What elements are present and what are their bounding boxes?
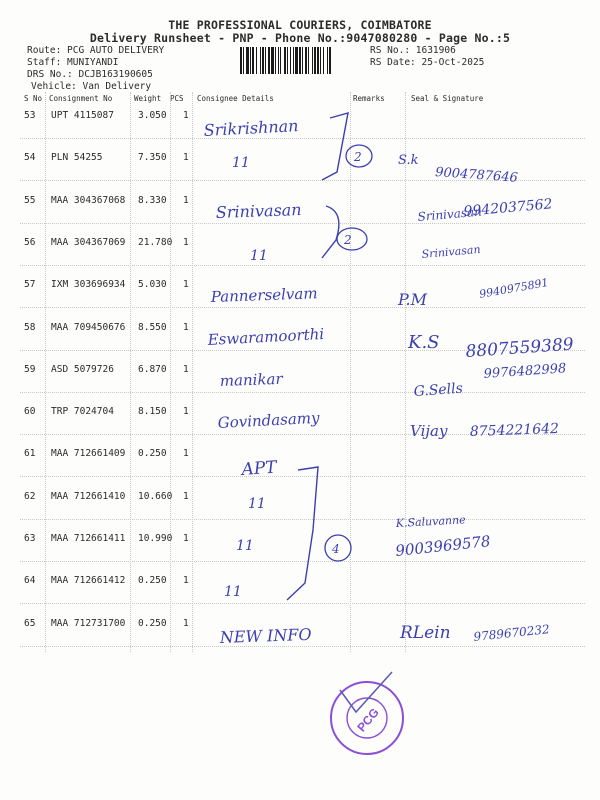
- hw-phone-57: 9940975891: [478, 275, 550, 301]
- consignment-cell: MAA 304367069: [51, 237, 126, 248]
- sno-cell: 56: [24, 237, 36, 248]
- sno-cell: 63: [24, 533, 36, 544]
- col-consignment: Consignment No: [49, 94, 113, 103]
- pcs-cell: 1: [183, 618, 189, 629]
- hw-sign-65: RLein: [400, 623, 451, 643]
- pcs-cell: 1: [183, 279, 189, 290]
- col-seal-signature: Seal & Signature: [411, 94, 484, 103]
- consignment-cell: TRP 7024704: [51, 406, 114, 417]
- hw-phone-62: 9003969578: [394, 532, 492, 560]
- hw-name-55: Srinivasan: [215, 200, 302, 222]
- company-title: THE PROFESSIONAL COURIERS, COIMBATORE: [168, 18, 432, 32]
- pcs-cell: 1: [183, 448, 189, 459]
- hw-phone-54: 9004787646: [434, 165, 519, 186]
- weight-cell: 0.250: [138, 618, 167, 629]
- rs-date: RS Date: 25-Oct-2025: [370, 57, 485, 68]
- hw-sign-62: K.Saluvanne: [395, 513, 466, 530]
- hw-phone-58: 8807559389: [464, 334, 575, 362]
- hw-bracket-61-64: [287, 467, 318, 600]
- hw-ditto-63: 11: [236, 538, 254, 554]
- hw-name-61: APT: [240, 457, 278, 480]
- hw-circle-2-text: 2: [344, 233, 352, 247]
- hw-phone-59: 9976482998: [483, 361, 567, 382]
- col-weight: Weight: [134, 94, 162, 103]
- weight-cell: 7.350: [138, 152, 167, 163]
- hw-name-58: Eswaramoorthi: [207, 324, 325, 349]
- sno-cell: 55: [24, 195, 36, 206]
- weight-cell: 0.250: [138, 575, 167, 586]
- vehicle-label: Vehicle: Van Delivery: [31, 81, 152, 92]
- hw-ditto-62: 11: [248, 496, 266, 512]
- pcs-cell: 1: [183, 406, 189, 417]
- sno-cell: 53: [24, 110, 36, 121]
- sno-cell: 64: [24, 575, 36, 586]
- sno-cell: 54: [24, 152, 36, 163]
- sno-cell: 61: [24, 448, 36, 459]
- hw-phone-55: 9942037562: [462, 196, 554, 220]
- weight-cell: 8.550: [138, 322, 167, 333]
- hw-ditto-54: 11: [232, 155, 250, 171]
- sno-cell: 58: [24, 322, 36, 333]
- weight-cell: 8.330: [138, 195, 167, 206]
- hw-name-59: manikar: [219, 369, 283, 390]
- hw-bracket-55-56: [322, 206, 339, 258]
- hw-circle-2: [337, 228, 367, 250]
- consignment-cell: MAA 712661410: [51, 491, 126, 502]
- consignment-cell: MAA 712661409: [51, 448, 126, 459]
- consignment-cell: MAA 709450676: [51, 322, 126, 333]
- hw-sign-54: S.k: [398, 153, 419, 168]
- pcs-cell: 1: [183, 110, 189, 121]
- hw-circle-1-text: 2: [354, 150, 362, 164]
- handwritten-names: [203, 116, 325, 647]
- hw-sign-59: G.Sells: [413, 380, 464, 400]
- consignment-cell: MAA 712661411: [51, 533, 126, 544]
- consignment-cell: MAA 304367068: [51, 195, 126, 206]
- pcs-cell: 1: [183, 575, 189, 586]
- pcs-cell: 1: [183, 237, 189, 248]
- consignment-cell: PLN 54255: [51, 152, 103, 163]
- weight-cell: 21.780: [138, 237, 173, 248]
- hw-sign-58: K.S: [408, 332, 440, 353]
- sno-cell: 62: [24, 491, 36, 502]
- consignment-cell: MAA 712661412: [51, 575, 126, 586]
- pcs-cell: 1: [183, 195, 189, 206]
- sno-cell: 65: [24, 618, 36, 629]
- route-label: Route: PCG AUTO DELIVERY: [27, 45, 165, 56]
- weight-cell: 10.660: [138, 491, 173, 502]
- hw-sign-60: Vijay: [410, 422, 448, 440]
- sno-cell: 59: [24, 364, 36, 375]
- stamp-text: PCG: [354, 705, 382, 735]
- weight-cell: 0.250: [138, 448, 167, 459]
- weight-cell: 5.030: [138, 279, 167, 290]
- consignment-cell: ASD 5079726: [51, 364, 114, 375]
- weight-cell: 3.050: [138, 110, 167, 121]
- col-pcs: PCS: [170, 94, 184, 103]
- hw-name-57: Pannerselvam: [210, 284, 318, 306]
- pcs-cell: 1: [183, 364, 189, 375]
- hw-phone-65: 9789670232: [472, 622, 551, 644]
- hw-ditto-64: 11: [224, 584, 242, 600]
- col-sno: S No: [24, 94, 43, 103]
- hw-sign-56: Srinivasan: [421, 242, 482, 261]
- hw-circle-3-text: 4: [332, 542, 340, 556]
- pcs-cell: 1: [183, 322, 189, 333]
- circled-counts: [325, 145, 372, 561]
- weight-cell: 6.870: [138, 364, 167, 375]
- hw-name-65: NEW INFO: [219, 624, 312, 647]
- sno-cell: 60: [24, 406, 36, 417]
- hw-sign-57: P.M: [398, 290, 427, 309]
- rs-number: RS No.: 1631906: [370, 45, 456, 56]
- bracket-strokes: [287, 113, 348, 600]
- weight-cell: 8.150: [138, 406, 167, 417]
- pcg-stamp: [331, 672, 403, 754]
- hw-name-53: Srikrishnan: [203, 116, 299, 140]
- pcs-cell: 1: [183, 491, 189, 502]
- stamp-tick-mark: [340, 672, 392, 712]
- col-remarks: Remarks: [353, 94, 385, 103]
- hw-ditto-56: 11: [250, 248, 268, 264]
- drs-label: DRS No.: DCJB163190605: [27, 69, 153, 80]
- weight-cell: 10.990: [138, 533, 173, 544]
- hw-bracket-53-54: [322, 113, 348, 180]
- staff-label: Staff: MUNIYANDI: [27, 57, 119, 68]
- hw-name-60: Govindasamy: [217, 408, 320, 432]
- sno-cell: 57: [24, 279, 36, 290]
- pcs-cell: 1: [183, 152, 189, 163]
- consignment-cell: MAA 712731700: [51, 618, 126, 629]
- consignment-cell: IXM 303696934: [51, 279, 126, 290]
- hw-sign-55: Srinivasan: [417, 204, 483, 224]
- runsheet-subtitle: Delivery Runsheet - PNP - Phone No.:9047080280 - Page No.:5: [89, 31, 511, 45]
- consignment-cell: UPT 4115087: [51, 110, 114, 121]
- handwritten-phones: [395, 165, 575, 644]
- pcs-cell: 1: [183, 533, 189, 544]
- col-consignee: Consignee Details: [197, 94, 274, 103]
- handwritten-signatures: [394, 153, 482, 643]
- hw-phone-60: 8754221642: [469, 420, 560, 440]
